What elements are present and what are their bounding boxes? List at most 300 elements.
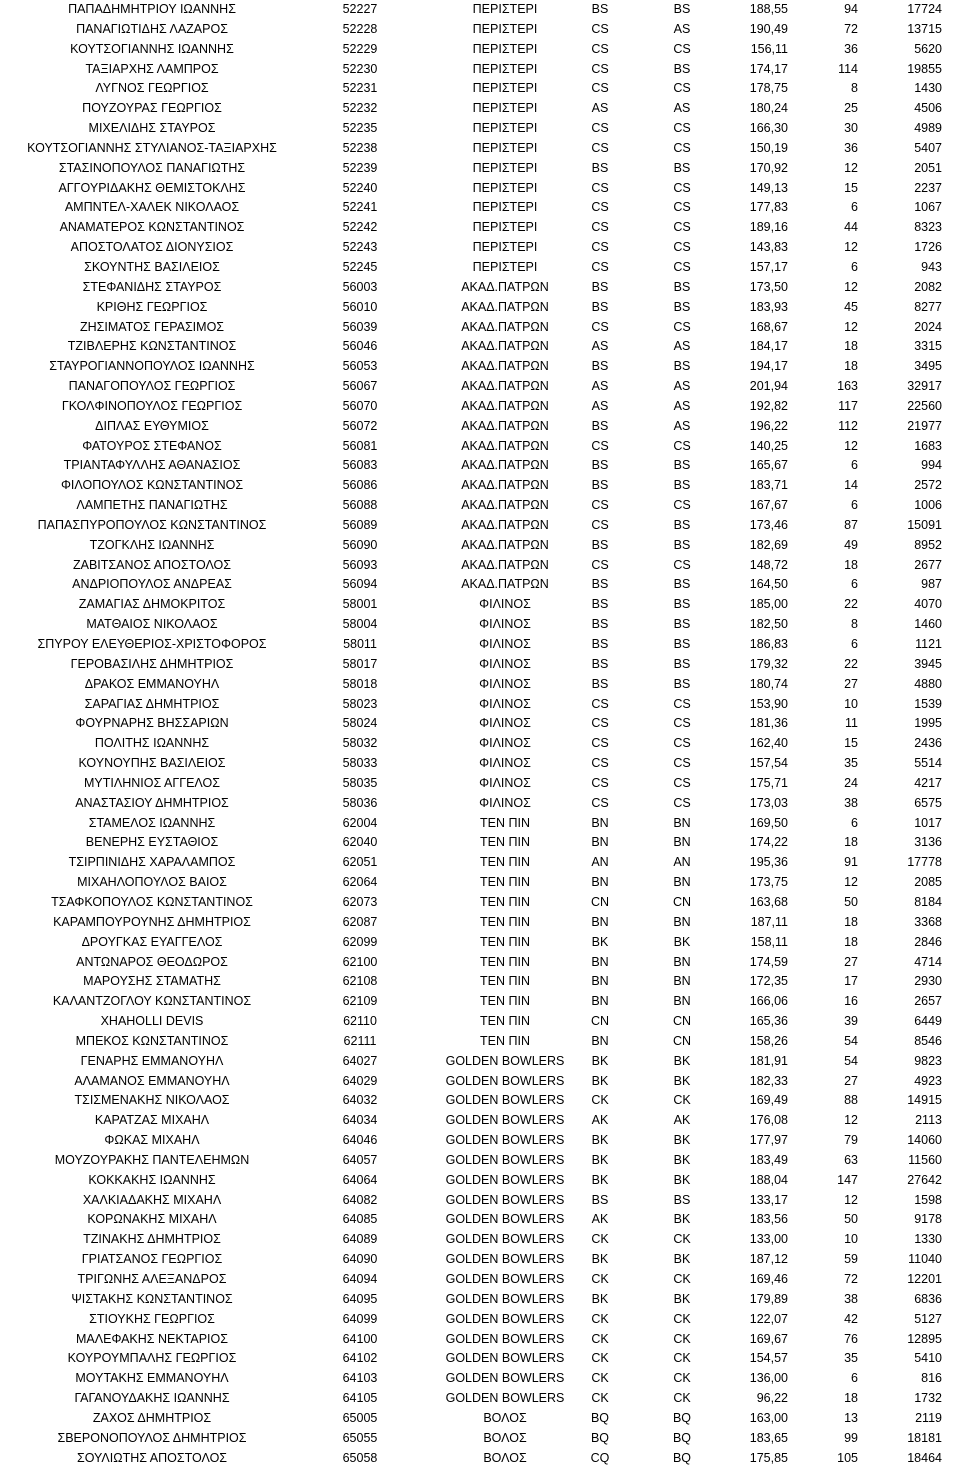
average-score: 187,11 xyxy=(750,914,788,929)
class-code: BK xyxy=(591,1053,609,1068)
club-name: ΑΚΑΔ.ΠΑΤΡΩΝ xyxy=(461,379,549,394)
table-row xyxy=(0,417,960,437)
games-count: 12 xyxy=(844,438,858,453)
table-row xyxy=(0,575,960,595)
club-name: ΦΙΛΙΝΟΣ xyxy=(479,617,531,632)
class-code: AS xyxy=(591,398,609,413)
class-code: CS xyxy=(591,220,609,235)
table-row xyxy=(0,1409,960,1429)
table-row xyxy=(0,774,960,794)
player-name: ΖΑΧΟΣ ΔΗΜΗΤΡΙΟΣ xyxy=(92,1410,212,1425)
class-code-new: CS xyxy=(673,438,691,453)
class-code: AK xyxy=(591,1113,609,1128)
table-row xyxy=(0,1052,960,1072)
games-count: 54 xyxy=(844,1053,858,1068)
total-pins: 4923 xyxy=(914,1073,942,1088)
player-name: ΣΤΑΣΙΝΟΠΟΥΛΟΣ ΠΑΝΑΓΙΩΤΗΣ xyxy=(58,160,246,175)
player-id: 58032 xyxy=(342,736,378,751)
table-row xyxy=(0,1389,960,1409)
class-code-new: CK xyxy=(673,1311,691,1326)
class-code: BN xyxy=(591,994,609,1009)
average-score: 174,22 xyxy=(749,835,788,850)
games-count: 8 xyxy=(851,617,858,632)
average-score: 178,75 xyxy=(749,81,788,96)
class-code: BS xyxy=(591,676,609,691)
player-id: 56010 xyxy=(342,299,378,314)
player-id: 64105 xyxy=(342,1391,378,1406)
player-id: 65005 xyxy=(342,1410,378,1425)
class-code: AS xyxy=(591,339,609,354)
table-row xyxy=(0,992,960,1012)
average-score: 153,90 xyxy=(749,696,788,711)
class-code: CK xyxy=(591,1272,609,1286)
club-name: GOLDEN BOWLERS xyxy=(445,1371,565,1386)
player-name: ΖΑΜΑΓΙΑΣ ΔΗΜΟΚΡΙΤΟΣ xyxy=(78,597,226,612)
games-count: 22 xyxy=(844,597,858,612)
games-count: 112 xyxy=(838,418,858,433)
average-score: 168,67 xyxy=(749,319,788,334)
class-code-new: CS xyxy=(673,200,691,215)
player-id: 62111 xyxy=(343,1033,377,1048)
club-name: GOLDEN BOWLERS xyxy=(445,1093,565,1108)
class-code: CK xyxy=(591,1093,609,1108)
player-id: 64095 xyxy=(342,1291,378,1306)
games-count: 18 xyxy=(844,359,858,374)
club-name: ΑΚΑΔ.ΠΑΤΡΩΝ xyxy=(461,279,549,294)
games-count: 6 xyxy=(851,577,858,592)
player-id: 52231 xyxy=(342,81,378,96)
class-code-new: BK xyxy=(673,1252,691,1267)
class-code: BS xyxy=(591,537,609,552)
games-count: 147 xyxy=(837,1172,858,1187)
player-name: XHAHOLLI DEVIS xyxy=(100,1014,204,1029)
player-name: ΠΑΠΑΔΗΜΗΤΡΙΟΥ ΙΩΑΝΝΗΣ xyxy=(68,2,236,16)
table-row xyxy=(0,754,960,774)
club-name: ΑΚΑΔ.ΠΑΤΡΩΝ xyxy=(461,537,549,552)
class-code-new: BK xyxy=(673,1291,691,1306)
club-name: ΠΕΡΙΣΤΕΡΙ xyxy=(472,259,538,274)
table-row xyxy=(0,218,960,238)
player-id: 62051 xyxy=(342,855,378,870)
games-count: 6 xyxy=(851,259,858,274)
total-pins: 3136 xyxy=(914,835,942,850)
games-count: 59 xyxy=(844,1252,858,1267)
table-row xyxy=(0,40,960,60)
average-score: 177,97 xyxy=(749,1133,788,1148)
player-id: 56046 xyxy=(342,339,378,354)
class-code: BS xyxy=(591,458,609,473)
class-code-new: AS xyxy=(673,339,691,354)
total-pins: 17778 xyxy=(907,855,942,870)
average-score: 96,22 xyxy=(756,1391,788,1406)
club-name: ΑΚΑΔ.ΠΑΤΡΩΝ xyxy=(461,398,549,413)
average-score: 150,19 xyxy=(749,140,788,155)
games-count: 72 xyxy=(844,1272,858,1286)
club-name: ΠΕΡΙΣΤΕΡΙ xyxy=(472,21,538,36)
average-score: 183,71 xyxy=(749,478,788,493)
average-score: 183,49 xyxy=(749,1152,788,1167)
class-code-new: CS xyxy=(673,41,691,56)
games-count: 6 xyxy=(851,1371,858,1386)
class-code: BK xyxy=(591,1252,609,1267)
player-name: ΜΙΧΑΗΛΟΠΟΥΛΟΣ ΒΑΙΟΣ xyxy=(77,875,227,890)
table-row xyxy=(0,1290,960,1310)
games-count: 18 xyxy=(844,1391,858,1406)
class-code-new: CN xyxy=(672,894,692,909)
club-name: ΤΕΝ ΠΙΝ xyxy=(480,855,530,870)
class-code: CS xyxy=(591,716,609,731)
class-code-new: CN xyxy=(672,1033,692,1048)
class-code-new: CK xyxy=(673,1351,691,1366)
average-score: 157,17 xyxy=(749,259,788,274)
player-name: ΑΠΟΣΤΟΛΑΤΟΣ ΔΙΟΝΥΣΙΟΣ xyxy=(70,240,234,255)
average-score: 166,06 xyxy=(749,994,788,1009)
club-name: ΑΚΑΔ.ΠΑΤΡΩΝ xyxy=(461,577,549,592)
average-score: 195,36 xyxy=(749,855,788,870)
class-code: BK xyxy=(591,1172,609,1187)
class-code-new: BK xyxy=(673,1212,691,1227)
average-score: 172,35 xyxy=(749,974,788,989)
club-name: ΑΚΑΔ.ΠΑΤΡΩΝ xyxy=(461,418,549,433)
total-pins: 21977 xyxy=(907,418,942,433)
player-id: 52245 xyxy=(342,259,378,274)
class-code-new: CK xyxy=(673,1232,691,1247)
class-code-new: CK xyxy=(673,1371,691,1386)
class-code: AS xyxy=(591,101,609,116)
player-id: 64057 xyxy=(342,1152,378,1167)
average-score: 183,93 xyxy=(749,299,788,314)
class-code: AK xyxy=(591,1212,609,1227)
player-name: ΦΟΥΡΝΑΡΗΣ ΒΗΣΣΑΡΙΩΝ xyxy=(75,716,229,731)
class-code: BS xyxy=(591,656,609,671)
player-name: ΤΣΙΡΠΙΝΙΔΗΣ ΧΑΡΑΛΑΜΠΟΣ xyxy=(68,855,236,870)
class-code-new: AS xyxy=(673,101,691,116)
player-name: ΚΟΥΤΣΟΓΙΑΝΝΗΣ ΙΩΑΝΝΗΣ xyxy=(70,41,234,56)
club-name: ΑΚΑΔ.ΠΑΤΡΩΝ xyxy=(461,557,549,572)
games-count: 27 xyxy=(844,1073,858,1088)
games-count: 54 xyxy=(844,1033,858,1048)
table-row xyxy=(0,397,960,417)
player-name: ΚΟΥΤΣΟΓΙΑΝΝΗΣ ΣΤΥΛΙΑΝΟΣ-ΤΑΞΙΑΡΧΗΣ xyxy=(27,140,277,155)
table-row xyxy=(0,258,960,278)
total-pins: 1539 xyxy=(914,696,942,711)
club-name: ΦΙΛΙΝΟΣ xyxy=(479,696,531,711)
total-pins: 8323 xyxy=(914,220,942,235)
games-count: 12 xyxy=(844,160,858,175)
class-code: BN xyxy=(591,914,609,929)
games-count: 88 xyxy=(844,1093,858,1108)
class-code-new: CS xyxy=(673,319,691,334)
club-name: GOLDEN BOWLERS xyxy=(445,1073,565,1088)
player-name: ΚΟΚΚΑΚΗΣ ΙΩΑΝΝΗΣ xyxy=(88,1172,216,1187)
class-code-new: BS xyxy=(673,359,691,374)
player-id: 64064 xyxy=(342,1172,378,1187)
total-pins: 1017 xyxy=(914,815,942,830)
class-code: CS xyxy=(591,259,609,274)
club-name: ΠΕΡΙΣΤΕΡΙ xyxy=(472,140,538,155)
games-count: 12 xyxy=(844,875,858,890)
average-score: 170,92 xyxy=(749,160,788,175)
average-score: 169,50 xyxy=(749,815,788,830)
player-id: 56088 xyxy=(342,498,378,513)
total-pins: 6449 xyxy=(914,1014,942,1029)
games-count: 117 xyxy=(838,398,858,413)
total-pins: 2113 xyxy=(915,1113,942,1128)
club-name: ΑΚΑΔ.ΠΑΤΡΩΝ xyxy=(461,458,549,473)
class-code: CK xyxy=(591,1371,609,1386)
player-id: 52229 xyxy=(342,41,378,56)
player-name: ΑΝΑΣΤΑΣΙΟΥ ΔΗΜΗΤΡΙΟΣ xyxy=(75,795,229,810)
average-score: 143,83 xyxy=(749,240,788,255)
class-code-new: BS xyxy=(673,61,691,76)
class-code-new: BS xyxy=(673,2,691,16)
total-pins: 4217 xyxy=(914,775,942,790)
games-count: 42 xyxy=(844,1311,858,1326)
class-code-new: BS xyxy=(673,478,691,493)
player-name: ΤΡΙΓΩΝΗΣ ΑΛΕΞΑΝΔΡΟΣ xyxy=(77,1272,227,1286)
games-count: 13 xyxy=(844,1410,858,1425)
player-id: 64103 xyxy=(342,1371,378,1386)
player-name: ΑΓΓΟΥΡΙΔΑΚΗΣ ΘΕΜΙΣΤΟΚΛΗΣ xyxy=(58,180,246,195)
class-code: BK xyxy=(591,1133,609,1148)
club-name: GOLDEN BOWLERS xyxy=(445,1311,565,1326)
games-count: 18 xyxy=(844,557,858,572)
total-pins: 12895 xyxy=(907,1331,942,1346)
games-count: 10 xyxy=(844,696,858,711)
player-id: 64082 xyxy=(342,1192,378,1207)
total-pins: 8277 xyxy=(914,299,942,314)
class-code-new: BN xyxy=(673,835,691,850)
average-score: 190,49 xyxy=(749,21,788,36)
class-code: CQ xyxy=(590,1450,610,1465)
player-name: ΜΟΥΖΟΥΡΑΚΗΣ ΠΑΝΤΕΛΕΗΜΩΝ xyxy=(54,1152,250,1167)
class-code: BK xyxy=(591,934,609,949)
total-pins: 2119 xyxy=(915,1410,942,1425)
player-name: ΔΡΑΚΟΣ ΕΜΜΑΝΟΥΗΛ xyxy=(84,676,220,691)
class-code-new: BS xyxy=(673,676,691,691)
games-count: 35 xyxy=(844,1351,858,1366)
table-row xyxy=(0,516,960,536)
games-count: 38 xyxy=(844,1291,858,1306)
class-code: CN xyxy=(590,1014,610,1029)
club-name: GOLDEN BOWLERS xyxy=(445,1113,565,1128)
player-name: ΤΖΙΝΑΚΗΣ ΔΗΜΗΤΡΙΟΣ xyxy=(83,1232,221,1247)
class-code: CS xyxy=(591,736,609,751)
player-id: 65055 xyxy=(342,1430,378,1445)
total-pins: 987 xyxy=(921,577,942,592)
class-code: CS xyxy=(591,240,609,255)
class-code-new: CS xyxy=(673,795,691,810)
club-name: ΠΕΡΙΣΤΕΡΙ xyxy=(472,200,538,215)
club-name: ΦΙΛΙΝΟΣ xyxy=(479,756,531,771)
player-name: ΤΣΙΣΜΕΝΑΚΗΣ ΝΙΚΟΛΑΟΣ xyxy=(74,1093,230,1108)
average-score: 165,36 xyxy=(749,1014,788,1029)
club-name: ΤΕΝ ΠΙΝ xyxy=(480,954,530,969)
games-count: 36 xyxy=(844,140,858,155)
player-id: 62108 xyxy=(342,974,378,989)
total-pins: 8184 xyxy=(914,894,942,909)
games-count: 39 xyxy=(844,1014,858,1029)
class-code-new: BN xyxy=(673,974,691,989)
club-name: ΠΕΡΙΣΤΕΡΙ xyxy=(472,180,538,195)
total-pins: 1067 xyxy=(914,200,942,215)
average-score: 163,00 xyxy=(749,1410,788,1425)
games-count: 79 xyxy=(844,1133,858,1148)
total-pins: 17724 xyxy=(907,2,942,16)
games-count: 87 xyxy=(844,517,858,532)
total-pins: 5620 xyxy=(914,41,942,56)
games-count: 36 xyxy=(844,41,858,56)
player-id: 62004 xyxy=(342,815,378,830)
player-name: ΣΤΑΥΡΟΓΙΑΝΝΟΠΟΥΛΟΣ ΙΩΑΝΝΗΣ xyxy=(49,359,255,374)
player-name: ΜΙΧΕΛΙΔΗΣ ΣΤΑΥΡΟΣ xyxy=(88,121,216,136)
club-name: ΒΟΛΟΣ xyxy=(483,1450,527,1465)
total-pins: 2677 xyxy=(914,557,942,572)
class-code: CS xyxy=(591,200,609,215)
club-name: ΠΕΡΙΣΤΕΡΙ xyxy=(472,240,538,255)
player-id: 52239 xyxy=(342,160,378,175)
club-name: GOLDEN BOWLERS xyxy=(445,1331,565,1346)
player-name: ΒΕΝΕΡΗΣ ΕΥΣΤΑΘΙΟΣ xyxy=(85,835,219,850)
player-id: 56093 xyxy=(342,557,378,572)
class-code-new: AK xyxy=(673,1113,691,1128)
club-name: ΤΕΝ ΠΙΝ xyxy=(480,934,530,949)
class-code-new: BQ xyxy=(672,1410,692,1425)
club-name: ΑΚΑΔ.ΠΑΤΡΩΝ xyxy=(461,498,549,513)
games-count: 24 xyxy=(844,775,858,790)
table-row xyxy=(0,337,960,357)
table-row xyxy=(0,1230,960,1250)
club-name: ΠΕΡΙΣΤΕΡΙ xyxy=(472,160,538,175)
club-name: GOLDEN BOWLERS xyxy=(445,1172,565,1187)
player-id: 64029 xyxy=(342,1073,378,1088)
table-row xyxy=(0,159,960,179)
games-count: 91 xyxy=(844,855,858,870)
table-row xyxy=(0,1111,960,1131)
table-row xyxy=(0,893,960,913)
class-code-new: BN xyxy=(673,914,691,929)
club-name: ΦΙΛΙΝΟΣ xyxy=(479,716,531,731)
player-name: ΣΒΕΡΟΝΟΠΟΥΛΟΣ ΔΗΜΗΤΡΙΟΣ xyxy=(57,1430,247,1445)
player-name: ΨΙΣΤΑΚΗΣ ΚΩΝΣΤΑΝΤΙΝΟΣ xyxy=(71,1291,233,1306)
games-count: 105 xyxy=(837,1450,858,1465)
player-id: 56090 xyxy=(342,537,378,552)
total-pins: 14915 xyxy=(907,1093,942,1108)
table-row xyxy=(0,0,960,20)
total-pins: 6575 xyxy=(914,795,942,810)
club-name: GOLDEN BOWLERS xyxy=(445,1391,565,1406)
games-count: 63 xyxy=(844,1152,858,1167)
total-pins: 15091 xyxy=(907,517,942,532)
table-row xyxy=(0,238,960,258)
club-name: ΑΚΑΔ.ΠΑΤΡΩΝ xyxy=(461,339,549,354)
average-score: 167,67 xyxy=(749,498,788,513)
player-id: 52235 xyxy=(342,121,378,136)
player-name: ΜΑΛΕΦΑΚΗΣ ΝΕΚΤΑΡΙΟΣ xyxy=(76,1331,228,1346)
club-name: ΦΙΛΙΝΟΣ xyxy=(479,736,531,751)
player-id: 58017 xyxy=(342,656,378,671)
club-name: GOLDEN BOWLERS xyxy=(445,1133,565,1148)
class-code-new: CS xyxy=(673,775,691,790)
player-id: 56039 xyxy=(342,319,378,334)
class-code-new: BS xyxy=(673,537,691,552)
class-code: BS xyxy=(591,279,609,294)
games-count: 18 xyxy=(844,339,858,354)
table-row xyxy=(0,318,960,338)
class-code: CS xyxy=(591,140,609,155)
table-row xyxy=(0,60,960,80)
table-row xyxy=(0,734,960,754)
class-code-new: CK xyxy=(673,1331,691,1346)
table-row xyxy=(0,377,960,397)
average-score: 169,67 xyxy=(749,1331,788,1346)
total-pins: 18181 xyxy=(907,1430,942,1445)
player-id: 56072 xyxy=(342,418,378,433)
player-name: ΛΥΓΝΟΣ ΓΕΩΡΓΙΟΣ xyxy=(95,81,209,96)
total-pins: 4714 xyxy=(914,954,942,969)
games-count: 10 xyxy=(844,1232,858,1247)
games-count: 16 xyxy=(844,994,858,1009)
player-id: 64027 xyxy=(342,1053,378,1068)
games-count: 50 xyxy=(844,1212,858,1227)
club-name: GOLDEN BOWLERS xyxy=(445,1351,565,1366)
class-code-new: BS xyxy=(673,617,691,632)
class-code-new: BN xyxy=(673,875,691,890)
player-id: 56070 xyxy=(342,398,378,413)
average-score: 162,40 xyxy=(749,736,788,751)
player-id: 58004 xyxy=(342,617,378,632)
player-name: ΓΡΙΑΤΣΑΝΟΣ ΓΕΩΡΓΙΟΣ xyxy=(81,1252,223,1267)
club-name: GOLDEN BOWLERS xyxy=(445,1272,565,1286)
class-code-new: BK xyxy=(673,1053,691,1068)
class-code-new: AS xyxy=(673,379,691,394)
average-score: 140,25 xyxy=(749,438,788,453)
average-score: 177,83 xyxy=(749,200,788,215)
player-name: ΜΟΥΤΑΚΗΣ ΕΜΜΑΝΟΥΗΛ xyxy=(75,1371,229,1386)
total-pins: 4506 xyxy=(914,101,942,116)
class-code-new: CS xyxy=(673,716,691,731)
class-code: BK xyxy=(591,1152,609,1167)
player-id: 65058 xyxy=(342,1450,378,1465)
club-name: ΠΕΡΙΣΤΕΡΙ xyxy=(472,41,538,56)
games-count: 50 xyxy=(844,894,858,909)
player-name: ΑΝΔΡΙΟΠΟΥΛΟΣ ΑΝΔΡΕΑΣ xyxy=(72,577,232,592)
average-score: 122,07 xyxy=(749,1311,788,1326)
average-score: 173,75 xyxy=(749,875,788,890)
player-id: 52242 xyxy=(342,220,378,235)
total-pins: 11560 xyxy=(908,1152,942,1167)
average-score: 133,00 xyxy=(749,1232,788,1247)
games-count: 30 xyxy=(844,121,858,136)
total-pins: 2051 xyxy=(914,160,942,175)
average-score: 181,91 xyxy=(749,1053,788,1068)
player-id: 58033 xyxy=(342,756,378,771)
club-name: ΦΙΛΙΝΟΣ xyxy=(479,656,531,671)
player-name: ΠΟΥΖΟΥΡΑΣ ΓΕΩΡΓΙΟΣ xyxy=(82,101,222,116)
games-count: 114 xyxy=(838,61,858,76)
club-name: ΤΕΝ ΠΙΝ xyxy=(480,1014,530,1029)
player-name: ΤΖΙΒΛΕΡΗΣ ΚΩΝΣΤΑΝΤΙΝΟΣ xyxy=(67,339,237,354)
total-pins: 8952 xyxy=(914,537,942,552)
average-score: 166,30 xyxy=(749,121,788,136)
class-code-new: CS xyxy=(673,81,691,96)
average-score: 169,49 xyxy=(749,1093,788,1108)
total-pins: 6836 xyxy=(914,1291,942,1306)
total-pins: 3315 xyxy=(914,339,942,354)
total-pins: 816 xyxy=(921,1371,942,1386)
class-code-new: BK xyxy=(673,1172,691,1187)
table-row xyxy=(0,1131,960,1151)
